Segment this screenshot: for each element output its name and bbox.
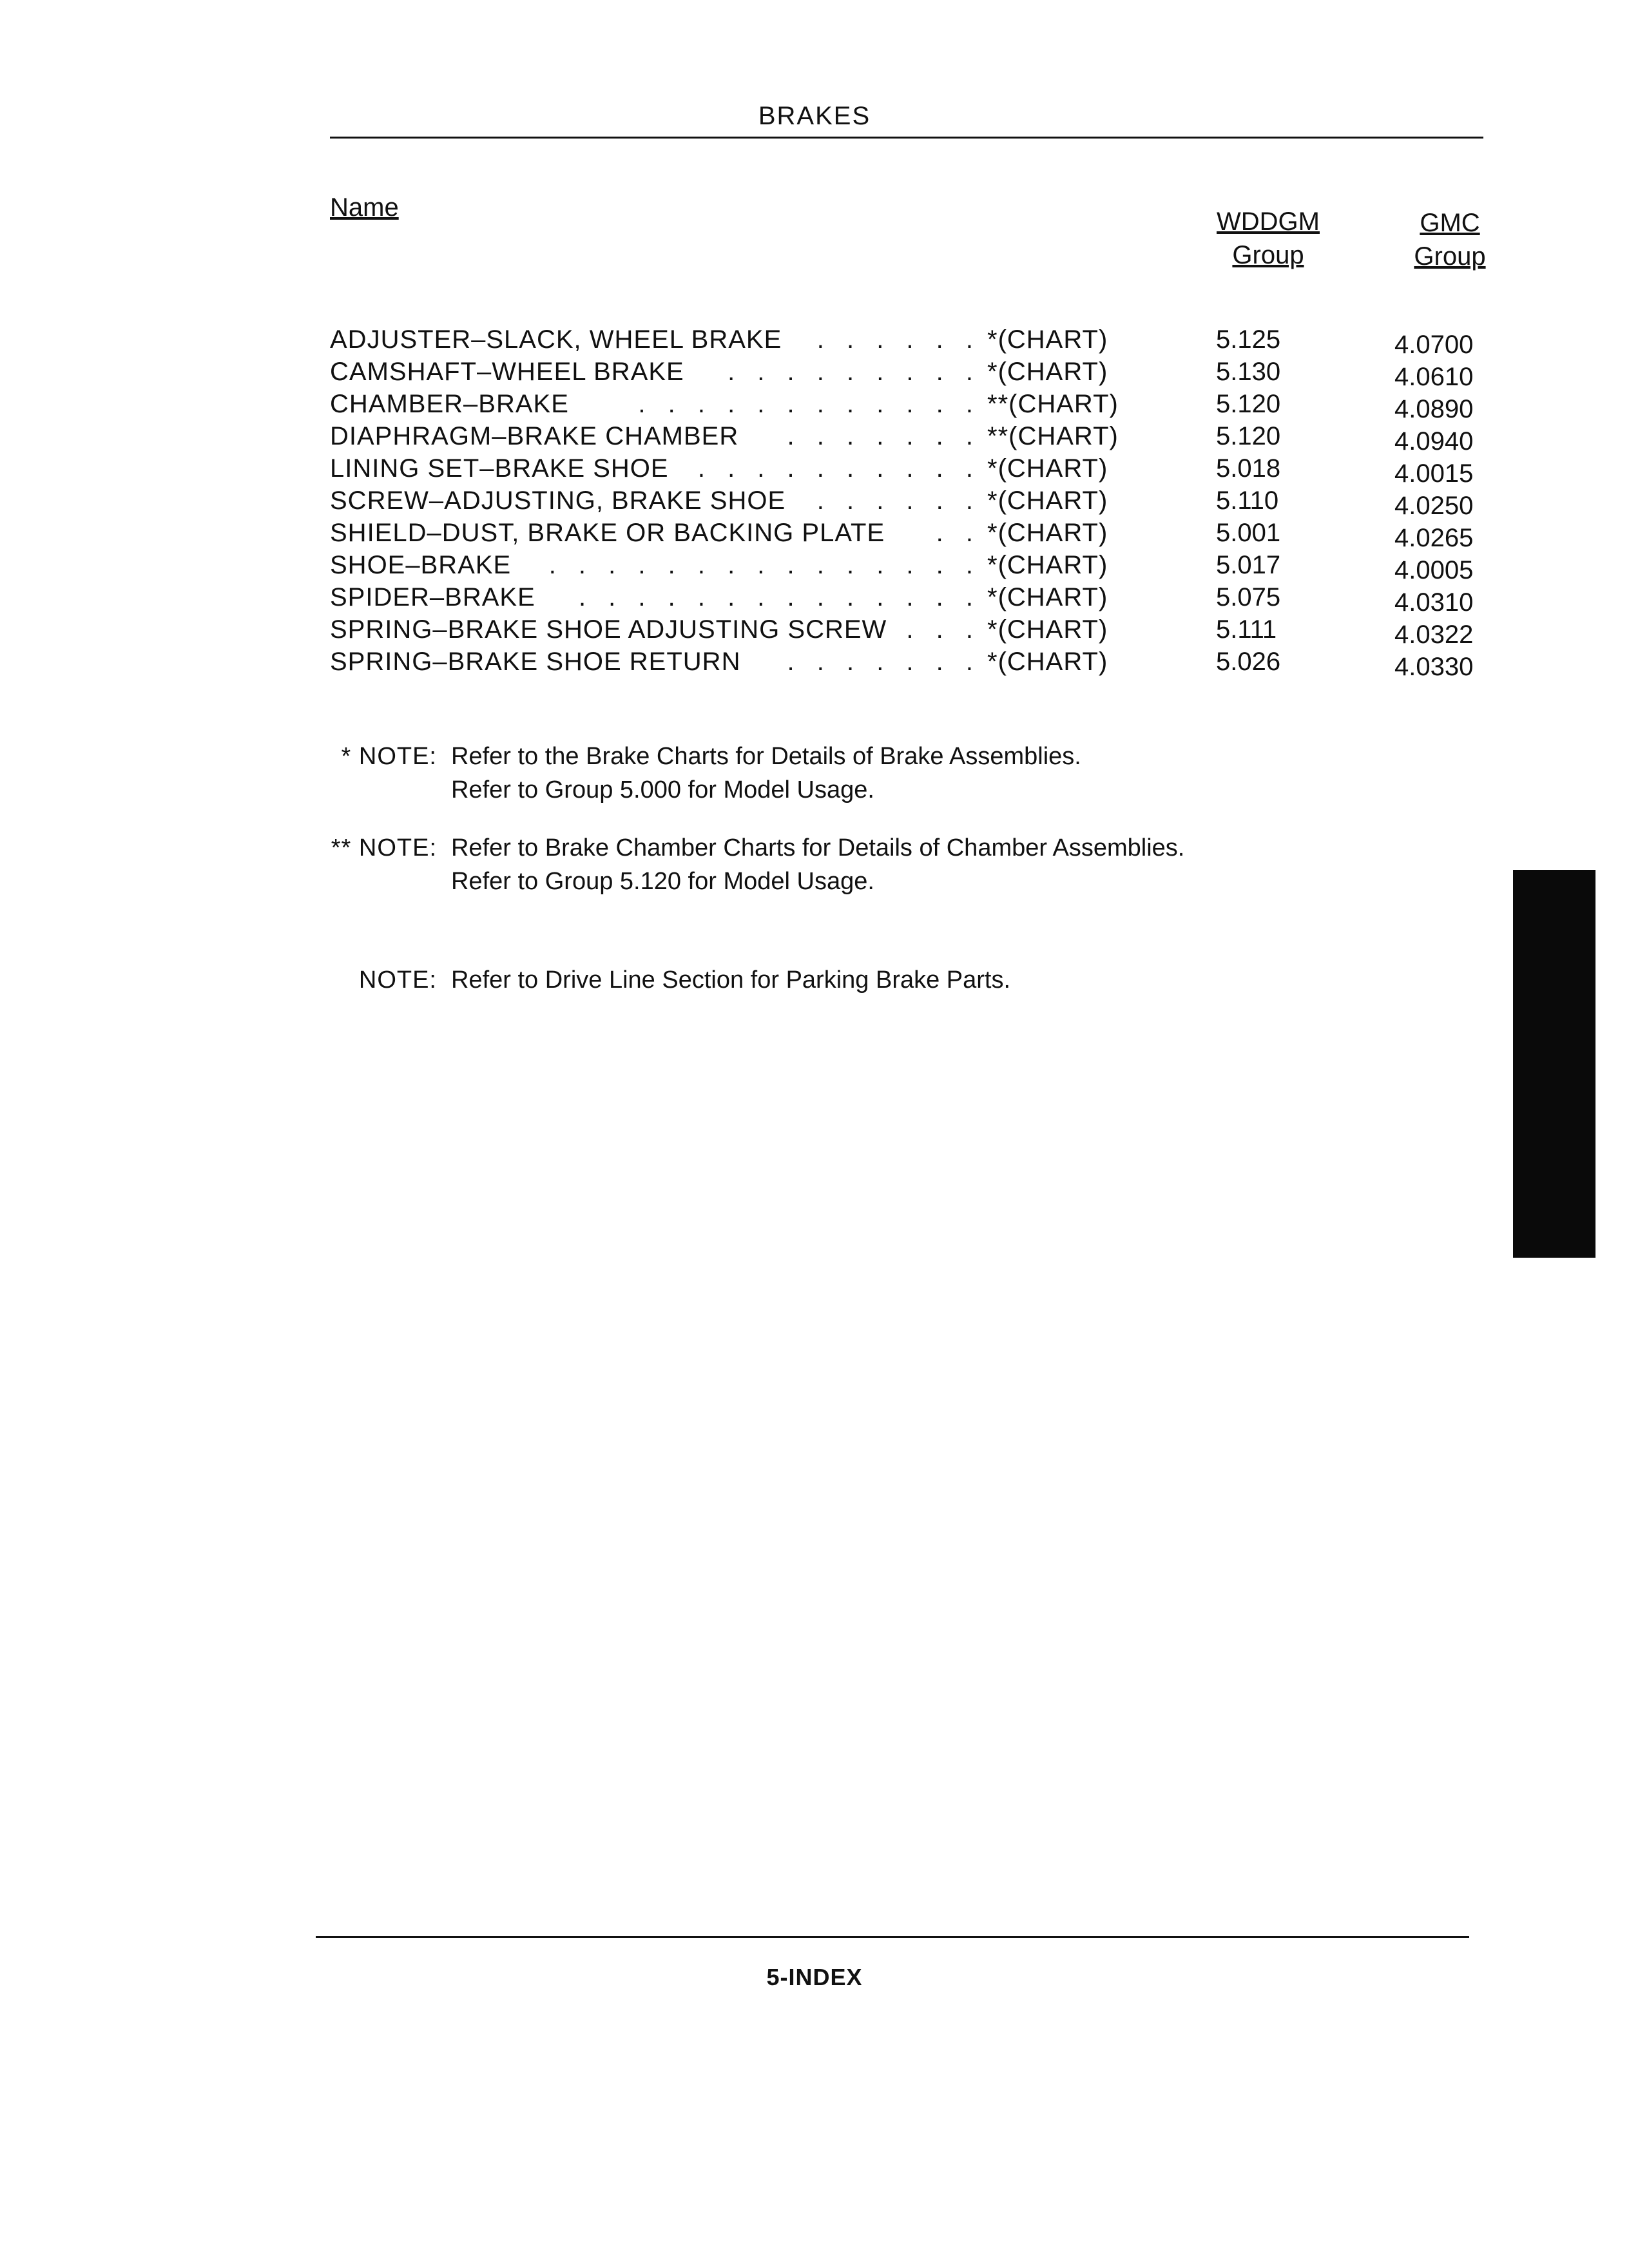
page-header-title: BRAKES [758, 102, 871, 130]
wddgm-group: 5.125 [1216, 325, 1281, 354]
chart-reference: **(CHART) [987, 390, 1119, 418]
note-line: Refer to Group 5.120 for Model Usage. [451, 868, 874, 895]
part-name: SPRING–BRAKE SHOE RETURN [330, 648, 741, 676]
note-chamber-charts [331, 831, 1185, 898]
part-name: SHOE–BRAKE [330, 551, 512, 579]
chart-reference: *(CHART) [987, 486, 1108, 515]
column-header-gmc-line1: GMC [1420, 209, 1480, 237]
gmc-group: 4.0310 [1394, 588, 1474, 617]
table-row [330, 486, 1490, 519]
table-row [330, 615, 1490, 648]
chart-reference: *(CHART) [987, 583, 1108, 611]
leader-dots: . . . . . . . . . . . . . . [578, 583, 981, 611]
part-name: SHIELD–DUST, BRAKE OR BACKING PLATE [330, 519, 885, 547]
parts-index-table [330, 325, 1490, 680]
wddgm-group: 5.026 [1216, 648, 1281, 676]
gmc-group: 4.0890 [1394, 395, 1474, 423]
part-name: CAMSHAFT–WHEEL BRAKE [330, 358, 684, 386]
table-row [330, 390, 1490, 422]
gmc-group: 4.0005 [1394, 556, 1474, 584]
wddgm-group: 5.120 [1216, 390, 1281, 418]
gmc-group: 4.0322 [1394, 620, 1474, 649]
leader-dots: . . . . . . . . . . [697, 454, 981, 483]
leader-dots: . . . . . . . . . . . . [638, 390, 981, 418]
chart-reference: *(CHART) [987, 325, 1108, 354]
wddgm-group: 5.017 [1216, 551, 1281, 579]
leader-dots: . . . . . . [816, 325, 981, 354]
note-brake-charts [341, 740, 1081, 807]
table-row [330, 648, 1490, 680]
note-line: Refer to Drive Line Section for Parking Brake Parts. [451, 966, 1011, 994]
chart-reference: *(CHART) [987, 648, 1108, 676]
leader-dots: . . . . . . . [787, 422, 981, 450]
gmc-group: 4.0250 [1394, 492, 1474, 520]
gmc-group: 4.0265 [1394, 524, 1474, 552]
part-name: ADJUSTER–SLACK, WHEEL BRAKE [330, 325, 782, 354]
column-header-name: Name [330, 193, 399, 222]
table-row [330, 358, 1490, 390]
page-label: 5-INDEX [766, 1964, 863, 1990]
table-row [330, 551, 1490, 583]
leader-dots: . . [936, 519, 981, 547]
part-name: LINING SET–BRAKE SHOE [330, 454, 669, 483]
leader-dots: . . . . . . . . . . . . . . . [548, 551, 981, 579]
chart-reference: *(CHART) [987, 551, 1108, 579]
chart-reference: *(CHART) [987, 454, 1108, 483]
gmc-group: 4.0015 [1394, 459, 1474, 488]
table-row [330, 519, 1490, 551]
gmc-group: 4.0330 [1394, 653, 1474, 681]
chart-reference: *(CHART) [987, 615, 1108, 644]
leader-dots: . . . . . . . . . [728, 358, 981, 386]
leader-dots: . . . . . . . [787, 648, 981, 676]
table-row [330, 325, 1490, 358]
part-name: CHAMBER–BRAKE [330, 390, 569, 418]
header-rule [330, 137, 1483, 139]
note-label: NOTE: [358, 966, 437, 994]
note-line: Refer to Brake Chamber Charts for Details of Chamber Assemblies. [451, 834, 1185, 861]
chart-reference: *(CHART) [987, 358, 1108, 386]
part-name: SCREW–ADJUSTING, BRAKE SHOE [330, 486, 786, 515]
part-name: SPIDER–BRAKE [330, 583, 535, 611]
footer-rule [316, 1936, 1469, 1938]
wddgm-group: 5.130 [1216, 358, 1281, 386]
leader-dots: . . . [906, 615, 981, 644]
column-header-gmc-line2: Group [1414, 242, 1486, 271]
chart-reference: **(CHART) [987, 422, 1119, 450]
section-thumb-tab [1513, 870, 1595, 1258]
table-row [330, 583, 1490, 615]
column-header-gmc [1385, 206, 1514, 273]
gmc-group: 4.0700 [1394, 331, 1474, 359]
note-line: Refer to the Brake Charts for Details of Brake Assemblies. [451, 743, 1081, 770]
wddgm-group: 5.018 [1216, 454, 1281, 483]
gmc-group: 4.0940 [1394, 427, 1474, 456]
part-name: DIAPHRAGM–BRAKE CHAMBER [330, 422, 739, 450]
wddgm-group: 5.110 [1216, 486, 1279, 515]
note-parking-brake [358, 963, 1011, 997]
wddgm-group: 5.111 [1216, 615, 1277, 644]
part-name: SPRING–BRAKE SHOE ADJUSTING SCREW [330, 615, 887, 644]
wddgm-group: 5.001 [1216, 519, 1281, 547]
wddgm-group: 5.120 [1216, 422, 1281, 450]
table-row [330, 454, 1490, 486]
column-header-wddgm-line1: WDDGM [1217, 207, 1320, 236]
table-row [330, 422, 1490, 454]
note-label: * NOTE: [341, 743, 437, 770]
column-header-wddgm-line2: Group [1232, 241, 1304, 269]
leader-dots: . . . . . . [816, 486, 981, 515]
chart-reference: *(CHART) [987, 519, 1108, 547]
note-line: Refer to Group 5.000 for Model Usage. [451, 776, 874, 803]
wddgm-group: 5.075 [1216, 583, 1281, 611]
note-label: ** NOTE: [331, 834, 437, 861]
column-header-wddgm [1197, 205, 1339, 272]
gmc-group: 4.0610 [1394, 363, 1474, 391]
